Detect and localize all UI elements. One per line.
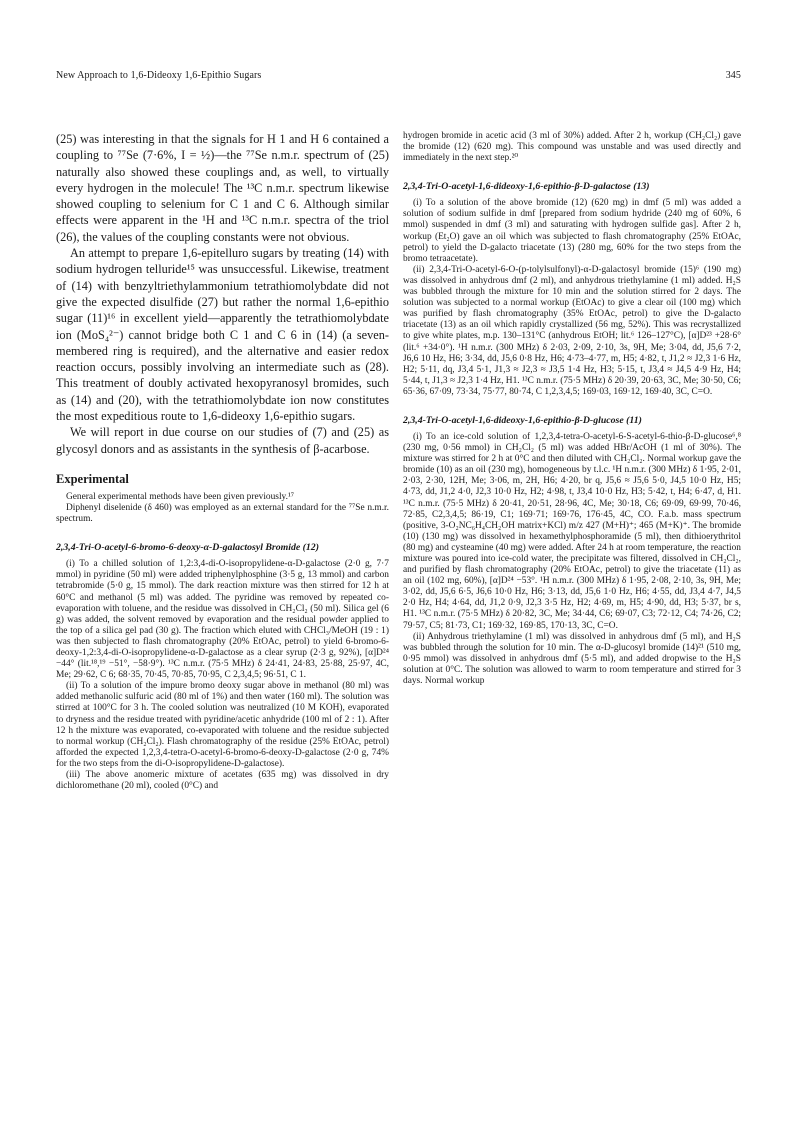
experimental-paragraph: General experimental methods have been given previously.¹⁷	[66, 491, 295, 502]
running-title: New Approach to 1,6-Dideoxy 1,6-Epithio Sugars	[56, 70, 262, 81]
experimental-heading: Experimental	[56, 471, 129, 486]
procedure-paragraph: (i) To an ice-cold solution of 1,2,3,4-tetra-O-acetyl-6-S-acetyl-6-thio-β-D-glucose⁶,⁸ (230 mg, 0·56 mmol) in CH₂Cl₂ (5 ml) was added HBr/AcOH (1 ml of 30%). The mixture was stirred for 2 h at 0°C and then diluted with CH₂Cl₂. Normal workup gave the bromide (10) as an oil (230 mg), homogeneous by t.l.c. ¹H n.m.r. (300 MHz) δ 1·95, 2·01, 2·03, 2·30, 12H, Me; 3·06, m, 2H, H6; 4·20, br q, J5,6 ≈ J5,6 5·0, J4,5 10·0 Hz, H5; 4·73, dd, J1,2 4·0, J2,3 10·0 Hz, H2; 4·98, t, J3,4 10·0 Hz, H3; 5·42, t, H4; 6·47, d, H1. ¹³C n.m.r. (75·5 MHz) δ 20·41, 20·51, 28·96, 4C, Me; 30·18, C6; 69·09, 69·99, 70·46, 72·85, C2,3,4,5; 86·19, C1; 169·71; 169·76, 176·45, 4C, CO. F.a.b. mass spectrum (positive, 3-O₂NC₆H₄CH₂OH matrix+KCl) m/z 427 (M+H)⁺; 465 (M+K)⁺. The bromide (10) (130 mg) was dissolved in hexamethylphosphoramide (5 ml), then dithioerythritol (80 mg) and cysteamine (40 mg) were added. After 24 h at room temperature, the reaction mixture was poured into ice-cold water, the precipitate was filtered, dissolved in CH₂Cl₂, and purified by flash chromatography (20% EtOAc, petrol) to give the triacetate (11) as an oil (102 mg, 60%), [α]D²⁴ −53°. ¹H n.m.r. (300 MHz) δ 1·95, 2·08, 2·10, 3s, 9H, Me; 3·02, dd, J5,6 6·5, J6,6 10·0 Hz, H6; 3·13, dd, J5,6 1·0 Hz, H6; 4·55, dd, J3,4 4·7, J4,5 2·0 Hz, H4; 4·64, dd, J1,2 0·9, J2,3 3·5 Hz, H2; 4·69, m, H5; 4·90, dd, H3; 5·37, br s, H1. ¹³C n.m.r. (75·5 MHz) δ 20·82, 3C, Me; 34·44, C6; 69·07, C3; 72·12, C4; 74·26, C2; 79·57, C5; 81·73, C1; 169·32, 169·85, 170·13, 3C, C=O.	[403, 431, 741, 631]
procedure-paragraph: (ii) To a solution of the impure bromo deoxy sugar above in methanol (80 ml) was added methanolic sulfuric acid (80 ml of 1%) and then water (160 ml). The solution was stirred at 100°C for 3 h. The cooled solution was neutralized (10 M KOH), evaporated to dryness and the residue treated with pyridine/acetic anhydride (100 ml of 2 : 1). After 12 h the mixture was evaporated, co-evaporated with toluene and the residue subjected to normal workup (CH₂Cl₂). Flash chromatography of the residue (25% EtOAc, petrol) afforded the expected 1,2,3,4-tetra-O-acetyl-6-bromo-6-deoxy-D-galactose (2·0 g, 74% for the two steps from the di-O-isopropylidene-D-galactose).	[56, 681, 389, 769]
procedure-paragraph: (ii) Anhydrous triethylamine (1 ml) was dissolved in anhydrous dmf (5 ml), and H₂S was bubbled through the solution for 10 min. The α-D-glucosyl bromide (14)²¹ (510 mg, 0·95 mmol) was dissolved in anhydrous dmf (5·5 ml), and added dropwise to the H₂S solution at 0°C. The solution was allowed to warm to room temperature and stirred for 3 days. Normal workup	[403, 631, 741, 687]
procedure-paragraph: (ii) 2,3,4-Tri-O-acetyl-6-O-(p-tolylsulfonyl)-α-D-galactosyl bromide (15)⁶ (190 mg) was dissolved in anhydrous dmf (2 ml), and anhydrous triethylamine (1 ml) added. H₂S was bubbled through the mixture for 10 min and the solution stirred for 2 days. The solution was subjected to a normal workup (EtOAc) to give a clear oil (100 mg) which was purified by flash chromatography (35% EtOAc, petrol) to give the D-galacto triacetate (13) as an oil which rapidly crystallized (56 mg, 52%). This was recrystallized to give white plates, m.p. 130–131°C (anhydrous EtOH; lit.⁶ 126–127°C), [α]D²³ +28·6° (lit.⁶ +34·0°). ¹H n.m.r. (300 MHz) δ 2·03, 2·09, 2·10, 3s, 9H, Me; 3·04, dd, J5,6 7·2, J6,6 10 Hz, H6; 3·34, dd, J5,6 0·8 Hz, H6; 4·73–4·77, m, H5; 4·82, t, J1,2 ≈ J2,3 1·6 Hz, H2; 5·11, dq, J3,4 5·1, J1,3 ≈ J2,3 ≈ J3,5 1·4 Hz, H3; 5·15, t, J3,4 ≈ J4,5 4·9 Hz, H4; 5·44, t, J1,3 ≈ J2,3 1·4 Hz, H1. ¹³C n.m.r. (75·5 MHz) δ 20·39, 20·63, 3C, Me; 30·50, C6; 65·36, 67·09, 73·34, 75·77, 80·74, C 1,2,3,4,5; 169·03, 169·12, 169·40, 3C, C=O.	[403, 264, 741, 397]
procedure-paragraph: (i) To a solution of the above bromide (12) (620 mg) in dmf (5 ml) was added a solution of sodium sulfide in dmf [prepared from sodium hydride (240 mg of 60%, 6 mmol) suspended in dmf (3 ml) and saturating with hydrogen sulfide gas]. After 2 h, workup (Et₂O) gave an oil which was subjected to flash chromatography (25% EtOAc, petrol) to yield the D-galacto triacetate (13) (280 mg, 60% for the two steps from the bromo tetraacetate).	[403, 198, 741, 264]
experimental-paragraph: Diphenyl diselenide (δ 460) was employed as an external standard for the ⁷⁷Se n.m.r. spectrum.	[56, 503, 389, 525]
discussion-paragraph: We will report in due course on our studies of (7) and (25) as glycosyl donors and as assistants in the synthesis of β-acarbose.	[56, 425, 389, 456]
compound-heading: 2,3,4-Tri-O-acetyl-1,6-dideoxy-1,6-epithio-β-D-glucose (11)	[403, 414, 642, 426]
procedure-paragraph: (iii) The above anomeric mixture of acetates (635 mg) was dissolved in dry dichloromethane (20 ml), cooled (0°C) and	[56, 770, 389, 792]
discussion-paragraph: An attempt to prepare 1,6-epitelluro sugars by treating (14) with sodium hydrogen telluride¹⁵ was unsuccessful. Likewise, treatment of (14) with benzyltriethylammonium tetrathiomolybdate did not give the expected disulfide (27) but rather the normal 1,6-epithio sugar (11)¹⁶ in excellent yield—apparently the tetrathiomolybdate ion (MoS₄²⁻) cannot bridge both C 1 and C 6 in (14) (a seven-membered ring is required), and the alternative and easier redox reaction occurs, possibly involving an intermediate such as (28). This treatment of doubly activated hexopyranosyl bromides, such as (14) and (20), with the tetrathiomolybdate ion now constitutes the most expeditious route to 1,6-dideoxy 1,6-epithio sugars.	[56, 246, 389, 424]
procedure-paragraph: hydrogen bromide in acetic acid (3 ml of 30%) added. After 2 h, workup (CH₂Cl₂) gave the bromide (12) (620 mg). This compound was unstable and was used directly and immediately in the next step.²⁰	[403, 131, 741, 164]
right-column	[403, 131, 741, 687]
discussion-paragraph: (25) was interesting in that the signals for H 1 and H 6 contained a coupling to ⁷⁷Se (7·6%, I = ½)—the ⁷⁷Se n.m.r. spectrum of (25) naturally also showed these couplings and, as well, to virtually every hydrogen in the molecule! The ¹³C n.m.r. spectrum likewise showed coupling to selenium for C 1 and C 6. Although similar effects were apparent in the ¹H and ¹³C n.m.r. spectra of the triol (26), the values of the coupling constants were not obvious.	[56, 132, 389, 244]
compound-heading: 2,3,4-Tri-O-acetyl-6-bromo-6-deoxy-α-D-galactosyl Bromide (12)	[56, 542, 319, 554]
compound-heading: 2,3,4-Tri-O-acetyl-1,6-dideoxy-1,6-epithio-β-D-galactose (13)	[403, 181, 650, 193]
page-number: 345	[725, 70, 741, 81]
running-head	[56, 70, 741, 84]
procedure-paragraph: (i) To a chilled solution of 1,2:3,4-di-O-isopropylidene-α-D-galactose (2·0 g, 7·7 mmol) in pyridine (50 ml) were added triphenylphosphine (3·5 g, 13 mmol) and carbon tetrabromide (5·0 g, 15 mmol). The dark reaction mixture was then stirred for 12 h at 60°C and methanol (5 ml) was added. The pyridine was removed by repeated co-evaporation with toluene, and the residue was dissolved in CH₂Cl₂ (50 ml). Silica gel (6 g) was added, the solvent removed by evaporation and the residual powder applied to the top of a silica gel pad (30 g). The fraction which eluted with CHCl₃/MeOH (19 : 1) was then subjected to flash chromatography (20% EtOAc, petrol) to yield 6-bromo-6-deoxy-1,2:3,4-di-O-isopropylidene-α-D-galactose as a clear syrup (2·3 g, 92%), [α]D²⁴ −44° (lit.¹⁸,¹⁹ −51°, −58·9°). ¹³C n.m.r. (75·5 MHz) δ 24·41, 24·83, 25·88, 25·97, 4C, Me; 29·62, C 6; 68·35, 70·45, 70·85, 70·95, C 2,3,4,5; 96·51, C 1.	[56, 559, 389, 681]
left-column	[56, 131, 389, 792]
